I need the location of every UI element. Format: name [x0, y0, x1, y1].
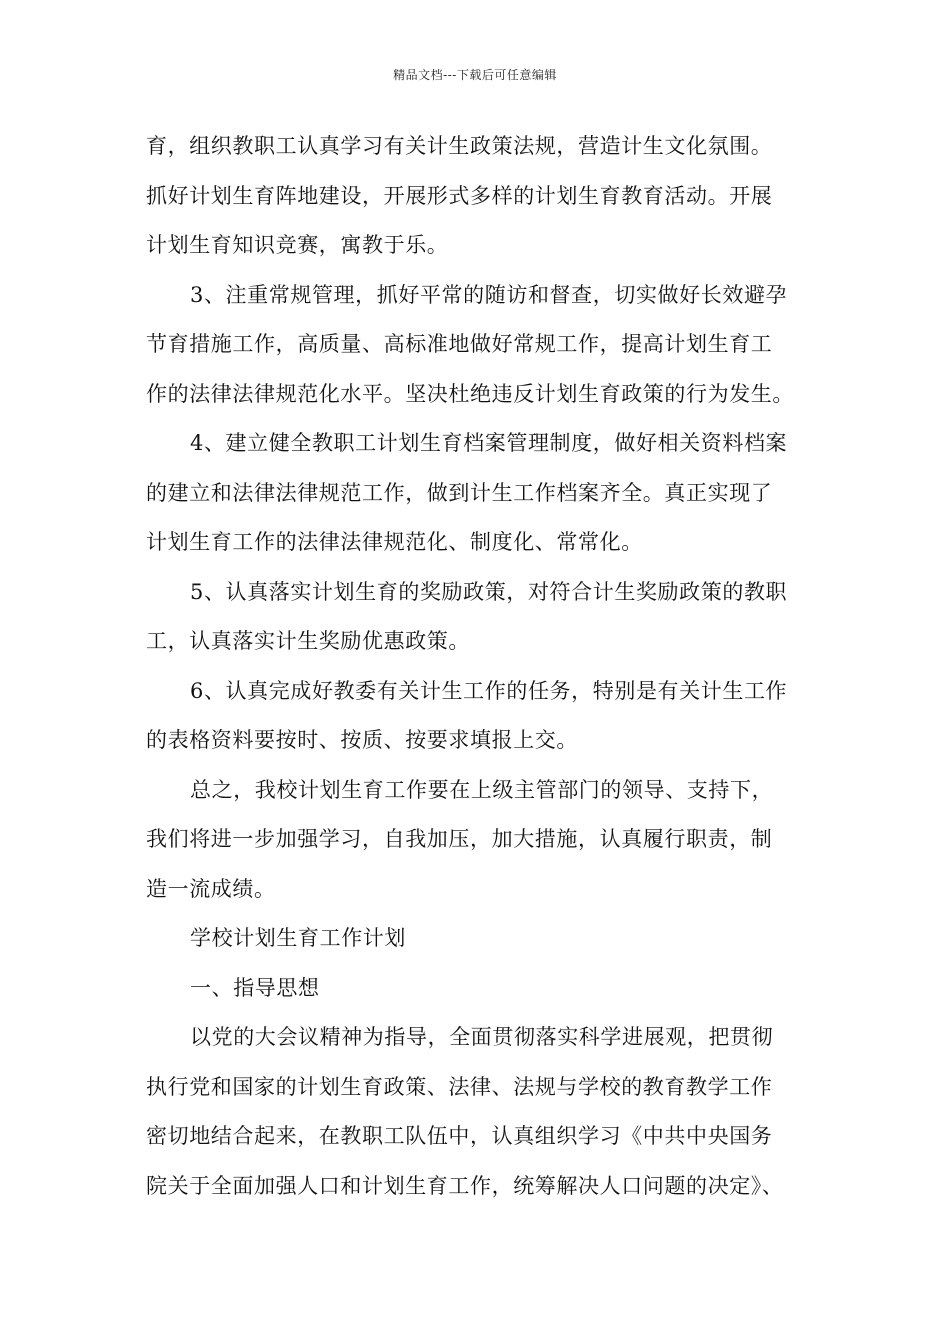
section-heading: 一、指导思想: [190, 975, 320, 1000]
text-line: 工，认真落实计生奖励优惠政策。: [146, 629, 470, 653]
text-line: 5、认真落实计划生育的奖励政策，对符合计生奖励政策的教职: [190, 579, 788, 604]
text-line: 育，组织教职工认真学习有关计生政策法规，营造计生文化氛围。: [146, 134, 773, 158]
text-line: 以党的大会议精神为指导，全面贯彻落实科学进展观，把贯彻: [190, 1025, 774, 1049]
text-line: 总之，我校计划生育工作要在上级主管部门的领导、支持下，: [190, 777, 774, 802]
text-line: 6、认真完成好教委有关计生工作的任务，特别是有关计生工作: [190, 678, 788, 703]
text-line: 我们将进一步加强学习，自我加压，加大措施，认真履行职责，制: [146, 827, 773, 851]
text-line: 的建立和法律法律规范工作，做到计生工作档案齐全。真正实现了: [146, 480, 773, 505]
text-line: 4、建立健全教职工计划生育档案管理制度，做好相关资料档案: [190, 431, 788, 455]
text-line: 造一流成绩。: [146, 876, 276, 901]
text-line: 院关于全面加强人口和计划生育工作，统筹解决人口问题的决定》、: [146, 1173, 784, 1198]
text-line: 3、注重常规管理，抓好平常的随访和督查，切实做好长效避孕: [190, 282, 788, 307]
page-header: 精品文档---下载后可任意编辑: [393, 68, 557, 82]
text-line: 计划生育工作的法律法律规范化、制度化、常常化。: [146, 530, 643, 554]
text-line: 执行党和国家的计划生育政策、法律、法规与学校的教育教学工作: [146, 1074, 773, 1099]
text-line: 抓好计划生育阵地建设，开展形式多样的计划生育教育活动。开展: [146, 183, 773, 208]
text-line: 作的法律法律规范化水平。坚决杜绝违反计划生育政策的行为发生。: [146, 381, 794, 406]
text-line: 的表格资料要按时、按质、按要求填报上交。: [146, 728, 578, 752]
section-title: 学校计划生育工作计划: [190, 926, 406, 950]
document-body: [146, 128, 811, 1217]
text-line: 计划生育知识竞赛，寓教于乐。: [146, 233, 449, 257]
text-line: 节育措施工作，高质量、高标准地做好常规工作，提高计划生育工: [146, 332, 773, 356]
text-line: 密切地结合起来，在教职工队伍中，认真组织学习《中共中央国务: [146, 1124, 773, 1148]
